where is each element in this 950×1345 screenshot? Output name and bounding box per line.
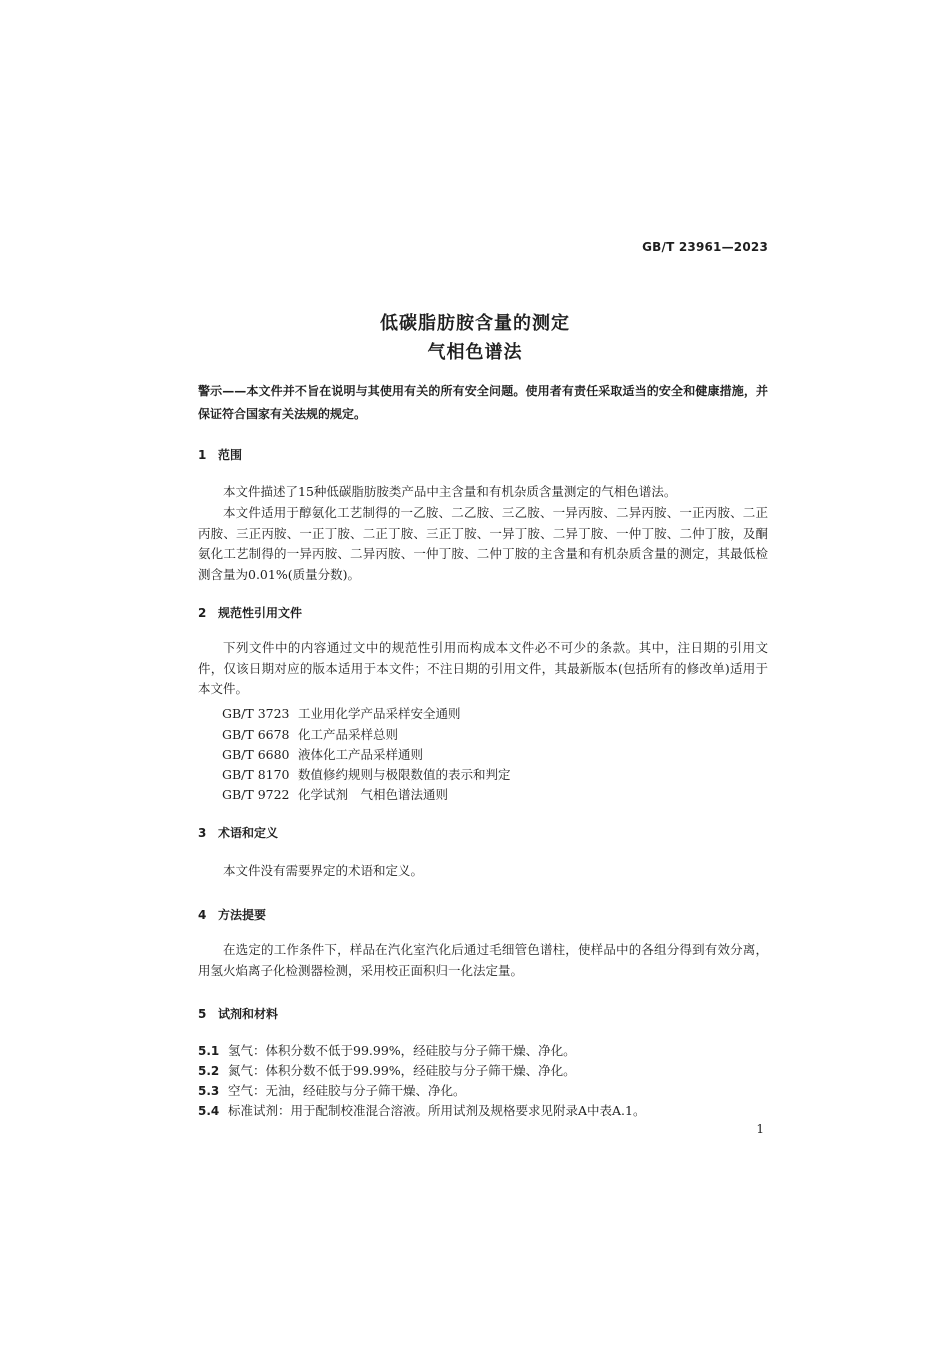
- reference-code: GB/T 6680: [222, 747, 290, 762]
- section-title: 方法提要: [218, 908, 267, 922]
- reference-item: [222, 704, 461, 722]
- section-title: 规范性引用文件: [218, 606, 303, 620]
- paragraph: 在选定的工作条件下，样品在汽化室汽化后通过毛细管色谱柱，使样品中的各组分得到有效分离，用氢火焰离子化检测器检测，采用校正面积归一化法定量。: [198, 942, 768, 978]
- section-heading-reagents: [198, 1005, 278, 1022]
- item-text: 标准试剂：用于配制校准混合溶液。所用试剂及规格要求见附录A中表A.1。: [228, 1103, 646, 1118]
- reference-item: [222, 725, 398, 743]
- reference-title: 化学试剂 气相色谱法通则: [298, 787, 449, 802]
- section-number: 2: [198, 606, 207, 620]
- reference-title: 工业用化学产品采样安全通则: [298, 706, 461, 721]
- document-subtitle: 气相色谱法: [427, 342, 523, 363]
- list-item: [198, 1081, 466, 1099]
- reference-item: [222, 745, 423, 763]
- reference-code: GB/T 8170: [222, 767, 290, 782]
- section-heading-terms: [198, 824, 278, 841]
- document-title: 低碳脂肪胺含量的测定: [380, 313, 570, 334]
- paragraph: 本文件没有需要界定的术语和定义。: [223, 863, 424, 878]
- item-text: 氮气：体积分数不低于99.99%，经硅胶与分子筛干燥、净化。: [228, 1063, 576, 1078]
- list-item: [198, 1041, 576, 1059]
- section-title: 试剂和材料: [218, 1007, 279, 1021]
- page-number: 1: [756, 1122, 764, 1136]
- section-title: 范围: [218, 448, 243, 462]
- reference-code: GB/T 6678: [222, 727, 290, 742]
- paragraph: 下列文件中的内容通过文中的规范性引用而构成本文件必不可少的条款。其中，注日期的引用文件，仅该日期对应的版本适用于本文件；不注日期的引用文件，其最新版本(包括所有的修改单)适用于本文件。: [198, 640, 768, 696]
- section-number: 3: [198, 826, 207, 840]
- section-number: 5: [198, 1007, 207, 1021]
- section-heading-method-summary: [198, 906, 266, 923]
- reference-title: 数值修约规则与极限数值的表示和判定: [298, 767, 511, 782]
- list-item: [198, 1061, 576, 1079]
- paragraph: 本文件描述了15种低碳脂肪胺类产品中主含量和有机杂质含量测定的气相色谱法。: [223, 484, 677, 499]
- standard-number: GB/T 23961—2023: [642, 240, 768, 254]
- item-number: 5.2: [198, 1064, 220, 1078]
- section-heading-normative-references: [198, 604, 302, 621]
- reference-code: GB/T 3723: [222, 706, 290, 721]
- section-title: 术语和定义: [218, 826, 279, 840]
- reference-item: [222, 765, 511, 783]
- list-item: [198, 1101, 645, 1119]
- reference-title: 液体化工产品采样通则: [298, 747, 424, 762]
- item-number: 5.3: [198, 1084, 220, 1098]
- section-number: 1: [198, 448, 207, 462]
- section-number: 4: [198, 908, 207, 922]
- item-number: 5.1: [198, 1044, 220, 1058]
- item-number: 5.4: [198, 1104, 220, 1118]
- reference-code: GB/T 9722: [222, 787, 290, 802]
- reference-item: [222, 785, 448, 803]
- section-heading-scope: [198, 446, 242, 463]
- item-text: 氢气：体积分数不低于99.99%，经硅胶与分子筛干燥、净化。: [228, 1043, 576, 1058]
- item-text: 空气：无油，经硅胶与分子筛干燥、净化。: [228, 1083, 466, 1098]
- reference-title: 化工产品采样总则: [298, 727, 399, 742]
- paragraph: 本文件适用于醇氨化工艺制得的一乙胺、二乙胺、三乙胺、一异丙胺、二异丙胺、一正丙胺、二正丙胺、三正丙胺、一正丁胺、二正丁胺、三正丁胺、一异丁胺、二异丁胺、一仲丁胺、二仲丁胺，及酮氨化工艺制得的一异丙胺、二异丙胺、一仲丁胺、二仲丁胺的主含量和有机杂质含量的测定，其最低检测含量为0.01%(质量分数)。: [198, 505, 768, 582]
- safety-warning: 警示——本文件并不旨在说明与其使用有关的所有安全问题。使用者有责任采取适当的安全和健康措施，并保证符合国家有关法规的规定。: [198, 384, 768, 421]
